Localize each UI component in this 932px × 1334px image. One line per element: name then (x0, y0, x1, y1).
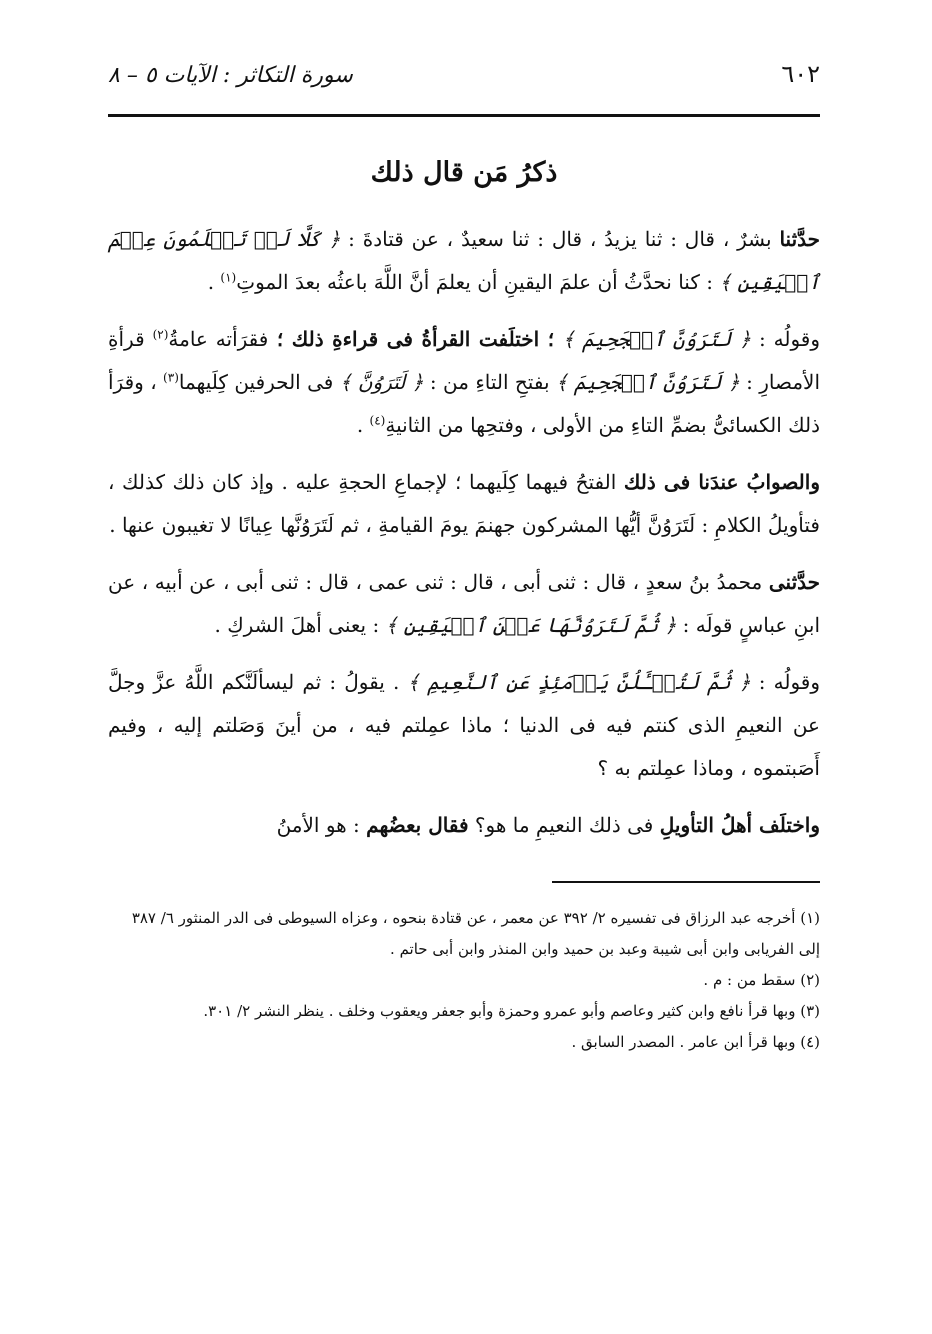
paragraph-5 (108, 661, 820, 790)
quran-quote: ﴿ لَتَرَوُنَّ ٱلۡجَحِيمَ ﴾ (555, 370, 740, 394)
section-title: ذكرُ مَن قال ذلك (370, 157, 558, 188)
text: وقولُه : (751, 327, 820, 351)
quran-quote: ﴿ ثُمَّ لَتَرَوُنَّهَا عَيۡنَ ٱلۡيَقِينِ ﴾ (385, 613, 677, 637)
text: ، وقرَأ ذلك الكسائىُّ بضمِّ التاءِ من الأولى ، وفتحِها من الثانيةِ (108, 370, 820, 437)
header-rule (108, 114, 820, 117)
bold-text: ؛ اختلَفت القرأةُ فى قراءةِ ذلك ؛ (268, 327, 563, 351)
text: بشرٌ ، قال : ثنا يزيدُ ، قال : ثنا سعيدٌ ، عن قتادةَ : (340, 227, 780, 251)
quran-quote: ﴿ لَتَرَوُنَّ ﴾ (339, 370, 424, 394)
paragraph-1 (108, 218, 820, 304)
quran-quote: ﴿ لَتَرَوُنَّ ٱلۡجَحِيمَ ﴾ (562, 327, 752, 351)
page (108, 60, 820, 1058)
quran-quote: ﴿ ثُمَّ لَتُسۡـَٔلُنَّ يَوۡمَئِذٍ عَنِ ٱلنَّعِيمِ ﴾ (407, 670, 751, 694)
bold-text: واختلَف أهلُ التأويلِ (659, 813, 820, 837)
text: فقرَأته عامةُ (168, 327, 269, 351)
page-number: ٦٠٢ (781, 60, 820, 88)
footnote-ref: (٣) (163, 370, 179, 385)
footnote-2: (٢) سقط من : م . (703, 971, 820, 989)
paragraph-2 (108, 318, 820, 447)
lead-word: حدَّثنا (779, 227, 820, 251)
footnote-ref: (٤) (369, 413, 386, 428)
text: : كنا نحدَّثُ أن علمَ اليقينِ أن يعلمَ أنَّ اللَّهَ باعثُه بعدَ الموتِ (236, 270, 720, 294)
footnote-4: (٤) وبها قرأ ابن عامر . المصدر السابق . (571, 1033, 820, 1051)
footnote-separator (552, 881, 820, 883)
bold-text: والصوابُ عندَنا فى ذلك (623, 470, 820, 494)
text: . (356, 413, 370, 437)
text: . يقولُ : ثم ليسألَنَّكم اللَّهُ عزَّ وجلَّ عن النعيمِ الذى كنتم فيه فى الدنيا ؛ ماذا عمِلتم فيه ، من أينَ وَصَلتم إليه ، وفيم أَصَبتموه ، وماذا عمِلتم به ؟ (108, 670, 820, 780)
text: فى الحرفين كِلَيهما (178, 370, 340, 394)
text: محمدُ بنُ سعدٍ ، قال : ثنى أبى ، قال : ثنى عمى ، قال : ثنى أبى ، عن أبيه ، عن ابنِ عباسٍ قولَه : (108, 570, 820, 637)
lead-word: حدَّثنى (768, 570, 820, 594)
text: بفتحِ التاءِ من : (423, 370, 556, 394)
running-title: سورة التكاثر : الآيات ٥ – ٨ (108, 63, 353, 88)
text: . (207, 270, 221, 294)
footnote-ref: (٢) (152, 327, 169, 342)
footnote-1: (١) أخرجه عبد الرزاق فى تفسيره ٢/ ٣٩٢ عن معمر ، عن قتادة بنحوه ، وعزاه السيوطى فى الدر المنثور ٦/ ٣٨٧ إلى الفريابى وابن أبى شيبة وعبد بن حميد وابن المنذر وابن أبى حاتم . (131, 909, 820, 958)
paragraph-3 (108, 461, 820, 547)
text: قرأةِ الأمصارِ : (108, 327, 821, 394)
paragraph-4 (108, 561, 820, 647)
text: : هو الأمنُ (276, 813, 367, 837)
paragraph-6 (108, 804, 820, 847)
text: الفتحُ فيهما كِلَيهما ؛ لإجماعِ الحجةِ عليه . وإذ كان ذلك كذلك ، فتأويلُ الكلامِ : لَتَرَوُنَّ أيُّها المشركون جهنمَ يومَ القيامةِ ، ثم لَتَرَوُنَّها عِيانًا لا تغيبون عنها . (108, 470, 820, 537)
footnote-ref: (١) (220, 270, 237, 285)
text: وقولُه : (750, 670, 821, 694)
quran-quote: ﴿ كَلَّا لَوۡ تَعۡلَمُونَ عِلۡمَ ٱلۡيَقِينِ ﴾ (108, 227, 820, 294)
text: : يعنى أهلَ الشركِ . (214, 613, 386, 637)
footnote-3: (٣) وبها قرأ نافع وابن كثير وعاصم وأبو عمرو وحمزة وأبو جعفر ويعقوب وخلف . ينظر النشر ٢/ ٣٠١. (203, 1002, 820, 1020)
running-header (108, 60, 820, 104)
bold-text: فقال بعضُهم (366, 813, 469, 837)
text: فى ذلك النعيمِ ما هو؟ (468, 813, 660, 837)
